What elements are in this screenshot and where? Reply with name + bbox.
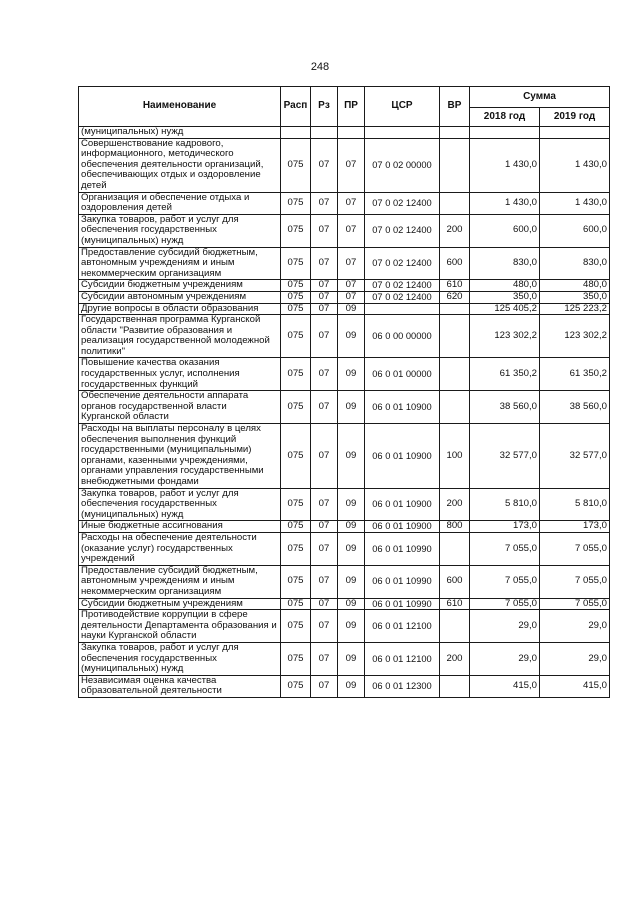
row-amount-2018: 600,0 — [470, 214, 540, 247]
row-pr: 09 — [338, 565, 365, 598]
row-amount-2019: 173,0 — [540, 521, 610, 533]
row-amount-2018: 1 430,0 — [470, 192, 540, 214]
header-csr: ЦСР — [365, 87, 440, 127]
row-amount-2019: 7 055,0 — [540, 532, 610, 565]
row-rz: 07 — [311, 488, 338, 521]
row-name: Повышение качества оказания государственных услуг, исполнения государственных функций — [79, 358, 281, 391]
row-amount-2018: 350,0 — [470, 291, 540, 303]
row-amount-2018: 32 577,0 — [470, 424, 540, 489]
page-number: 248 — [310, 61, 330, 73]
table-row — [79, 488, 610, 521]
row-rz: 07 — [311, 675, 338, 697]
header-2018: 2018 год — [470, 108, 540, 127]
row-vr: 100 — [440, 424, 470, 489]
row-vr: 200 — [440, 214, 470, 247]
row-amount-2019: 1 430,0 — [540, 138, 610, 192]
row-name: Закупка товаров, работ и услуг для обеспечения государственных (муниципальных) нужд — [79, 214, 281, 247]
row-rz: 07 — [311, 424, 338, 489]
row-rz: 07 — [311, 138, 338, 192]
row-rz: 07 — [311, 247, 338, 280]
row-amount-2019: 350,0 — [540, 291, 610, 303]
row-rasp: 075 — [281, 532, 311, 565]
row-vr — [440, 127, 470, 139]
row-rasp: 075 — [281, 565, 311, 598]
row-vr — [440, 532, 470, 565]
row-rz: 07 — [311, 532, 338, 565]
row-amount-2018: 5 810,0 — [470, 488, 540, 521]
row-name: Субсидии бюджетным учреждениям — [79, 280, 281, 292]
row-csr: 07 0 02 12400 — [365, 247, 440, 280]
row-rasp: 075 — [281, 521, 311, 533]
table-row — [79, 358, 610, 391]
row-amount-2018: 7 055,0 — [470, 598, 540, 610]
row-vr — [440, 138, 470, 192]
row-amount-2018: 29,0 — [470, 642, 540, 675]
row-csr: 07 0 02 00000 — [365, 138, 440, 192]
table-row — [79, 315, 610, 358]
table-row — [79, 280, 610, 292]
row-pr: 09 — [338, 532, 365, 565]
row-pr: 09 — [338, 675, 365, 697]
row-name: Субсидии бюджетным учреждениям — [79, 598, 281, 610]
row-amount-2018: 480,0 — [470, 280, 540, 292]
row-amount-2018: 123 302,2 — [470, 315, 540, 358]
row-pr: 07 — [338, 138, 365, 192]
row-amount-2019: 600,0 — [540, 214, 610, 247]
row-rasp: 075 — [281, 610, 311, 643]
row-rz: 07 — [311, 280, 338, 292]
row-name: Противодействие коррупции в сфере деятельности Департамента образования и науки Курганской области — [79, 610, 281, 643]
row-amount-2018 — [470, 127, 540, 139]
row-vr — [440, 303, 470, 315]
row-csr: 06 0 01 10900 — [365, 521, 440, 533]
row-vr — [440, 358, 470, 391]
table-row — [79, 214, 610, 247]
row-rz: 07 — [311, 642, 338, 675]
row-csr — [365, 127, 440, 139]
row-rasp: 075 — [281, 598, 311, 610]
row-name: Организация и обеспечение отдыха и оздоровления детей — [79, 192, 281, 214]
row-rasp: 075 — [281, 642, 311, 675]
row-amount-2019: 29,0 — [540, 642, 610, 675]
row-pr: 09 — [338, 315, 365, 358]
row-rz — [311, 127, 338, 139]
row-csr: 06 0 01 12100 — [365, 610, 440, 643]
table-header — [79, 87, 610, 127]
row-pr: 09 — [338, 610, 365, 643]
row-rz: 07 — [311, 291, 338, 303]
row-csr: 07 0 02 12400 — [365, 291, 440, 303]
row-vr — [440, 315, 470, 358]
header-rasp: Расп — [281, 87, 311, 127]
header-pr: ПР — [338, 87, 365, 127]
table-row — [79, 391, 610, 424]
table-row — [79, 424, 610, 489]
row-vr — [440, 192, 470, 214]
row-csr: 06 0 01 10900 — [365, 488, 440, 521]
header-2019: 2019 год — [540, 108, 610, 127]
row-vr: 600 — [440, 565, 470, 598]
row-amount-2018: 173,0 — [470, 521, 540, 533]
row-rasp: 075 — [281, 315, 311, 358]
row-csr: 06 0 01 12300 — [365, 675, 440, 697]
row-amount-2019: 61 350,2 — [540, 358, 610, 391]
row-csr: 07 0 02 12400 — [365, 192, 440, 214]
table-row — [79, 675, 610, 697]
row-pr — [338, 127, 365, 139]
row-name: Предоставление субсидий бюджетным, автономным учреждениям и иным некоммерческим организациям — [79, 565, 281, 598]
row-vr: 200 — [440, 642, 470, 675]
row-amount-2019: 38 560,0 — [540, 391, 610, 424]
row-rz: 07 — [311, 303, 338, 315]
row-name: Совершенствование кадрового, информационного, методического обеспечения деятельности организаций, обеспечивающих отдых и оздоровление детей — [79, 138, 281, 192]
row-pr: 07 — [338, 214, 365, 247]
row-amount-2019: 1 430,0 — [540, 192, 610, 214]
row-amount-2018: 830,0 — [470, 247, 540, 280]
row-csr: 06 0 01 10990 — [365, 598, 440, 610]
row-pr: 07 — [338, 247, 365, 280]
row-rasp: 075 — [281, 675, 311, 697]
row-vr: 610 — [440, 598, 470, 610]
table-row — [79, 127, 610, 139]
row-rz: 07 — [311, 391, 338, 424]
table-row — [79, 291, 610, 303]
row-name: Другие вопросы в области образования — [79, 303, 281, 315]
row-csr: 07 0 02 12400 — [365, 214, 440, 247]
row-pr: 09 — [338, 488, 365, 521]
row-rz: 07 — [311, 358, 338, 391]
row-vr — [440, 675, 470, 697]
header-rz: Рз — [311, 87, 338, 127]
row-rasp: 075 — [281, 488, 311, 521]
row-name: Предоставление субсидий бюджетным, автономным учреждениям и иным некоммерческим организациям — [79, 247, 281, 280]
row-csr: 06 0 01 10990 — [365, 565, 440, 598]
row-pr: 09 — [338, 642, 365, 675]
row-name: Закупка товаров, работ и услуг для обеспечения государственных (муниципальных) нужд — [79, 488, 281, 521]
row-csr: 06 0 01 10990 — [365, 532, 440, 565]
table-row — [79, 642, 610, 675]
row-name: (муниципальных) нужд — [79, 127, 281, 139]
row-rz: 07 — [311, 315, 338, 358]
table-row — [79, 532, 610, 565]
row-amount-2018: 415,0 — [470, 675, 540, 697]
row-rz: 07 — [311, 610, 338, 643]
row-amount-2018: 38 560,0 — [470, 391, 540, 424]
row-csr: 06 0 01 10900 — [365, 391, 440, 424]
row-rasp: 075 — [281, 291, 311, 303]
row-rasp: 075 — [281, 247, 311, 280]
row-rasp: 075 — [281, 358, 311, 391]
row-rz: 07 — [311, 521, 338, 533]
row-name: Обеспечение деятельности аппарата органов государственной власти Курганской области — [79, 391, 281, 424]
row-pr: 07 — [338, 291, 365, 303]
budget-table — [78, 86, 610, 698]
row-amount-2019: 32 577,0 — [540, 424, 610, 489]
header-sum: Сумма — [470, 87, 610, 108]
row-csr: 06 0 00 00000 — [365, 315, 440, 358]
row-amount-2019: 415,0 — [540, 675, 610, 697]
row-csr — [365, 303, 440, 315]
row-csr: 06 0 01 12100 — [365, 642, 440, 675]
row-pr: 09 — [338, 391, 365, 424]
row-vr: 610 — [440, 280, 470, 292]
row-rasp: 075 — [281, 280, 311, 292]
row-amount-2018: 125 405,2 — [470, 303, 540, 315]
row-amount-2019: 5 810,0 — [540, 488, 610, 521]
row-csr: 07 0 02 12400 — [365, 280, 440, 292]
row-name: Государственная программа Курганской области "Развитие образования и реализация государственной молодежной политики" — [79, 315, 281, 358]
row-rasp: 075 — [281, 424, 311, 489]
row-name: Расходы на обеспечение деятельности (оказание услуг) государственных учреждений — [79, 532, 281, 565]
row-pr: 09 — [338, 521, 365, 533]
row-rasp — [281, 127, 311, 139]
row-amount-2019: 7 055,0 — [540, 598, 610, 610]
row-vr: 600 — [440, 247, 470, 280]
row-amount-2018: 7 055,0 — [470, 565, 540, 598]
row-amount-2019: 123 302,2 — [540, 315, 610, 358]
row-amount-2018: 1 430,0 — [470, 138, 540, 192]
row-name: Расходы на выплаты персоналу в целях обеспечения выполнения функций государственными (муниципальными) органами, казенными учреждениями, органами управления государственными внебюджетными фондами — [79, 424, 281, 489]
row-name: Закупка товаров, работ и услуг для обеспечения государственных (муниципальных) нужд — [79, 642, 281, 675]
table-row — [79, 192, 610, 214]
row-rz: 07 — [311, 192, 338, 214]
row-amount-2018: 7 055,0 — [470, 532, 540, 565]
table-row — [79, 610, 610, 643]
row-vr — [440, 391, 470, 424]
row-name: Независимая оценка качества образовательной деятельности — [79, 675, 281, 697]
row-rasp: 075 — [281, 391, 311, 424]
row-rz: 07 — [311, 214, 338, 247]
header-name: Наименование — [79, 87, 281, 127]
row-pr: 07 — [338, 192, 365, 214]
table-body — [79, 127, 610, 698]
table-row — [79, 303, 610, 315]
header-vr: ВР — [440, 87, 470, 127]
row-csr: 06 0 01 00000 — [365, 358, 440, 391]
row-amount-2019: 480,0 — [540, 280, 610, 292]
row-vr — [440, 610, 470, 643]
row-rasp: 075 — [281, 138, 311, 192]
row-pr: 07 — [338, 280, 365, 292]
row-amount-2018: 29,0 — [470, 610, 540, 643]
row-name: Иные бюджетные ассигнования — [79, 521, 281, 533]
row-vr: 800 — [440, 521, 470, 533]
row-pr: 09 — [338, 424, 365, 489]
row-amount-2019: 830,0 — [540, 247, 610, 280]
row-amount-2019: 29,0 — [540, 610, 610, 643]
row-vr: 620 — [440, 291, 470, 303]
row-rz: 07 — [311, 598, 338, 610]
row-rz: 07 — [311, 565, 338, 598]
row-name: Субсидии автономным учреждениям — [79, 291, 281, 303]
row-pr: 09 — [338, 358, 365, 391]
row-amount-2019: 7 055,0 — [540, 565, 610, 598]
row-amount-2019: 125 223,2 — [540, 303, 610, 315]
row-rasp: 075 — [281, 214, 311, 247]
row-vr: 200 — [440, 488, 470, 521]
row-pr: 09 — [338, 303, 365, 315]
row-pr: 09 — [338, 598, 365, 610]
row-amount-2019 — [540, 127, 610, 139]
table-row — [79, 138, 610, 192]
row-csr: 06 0 01 10900 — [365, 424, 440, 489]
table-row — [79, 598, 610, 610]
table-row — [79, 565, 610, 598]
table-row — [79, 247, 610, 280]
row-amount-2018: 61 350,2 — [470, 358, 540, 391]
row-rasp: 075 — [281, 303, 311, 315]
row-rasp: 075 — [281, 192, 311, 214]
table-row — [79, 521, 610, 533]
